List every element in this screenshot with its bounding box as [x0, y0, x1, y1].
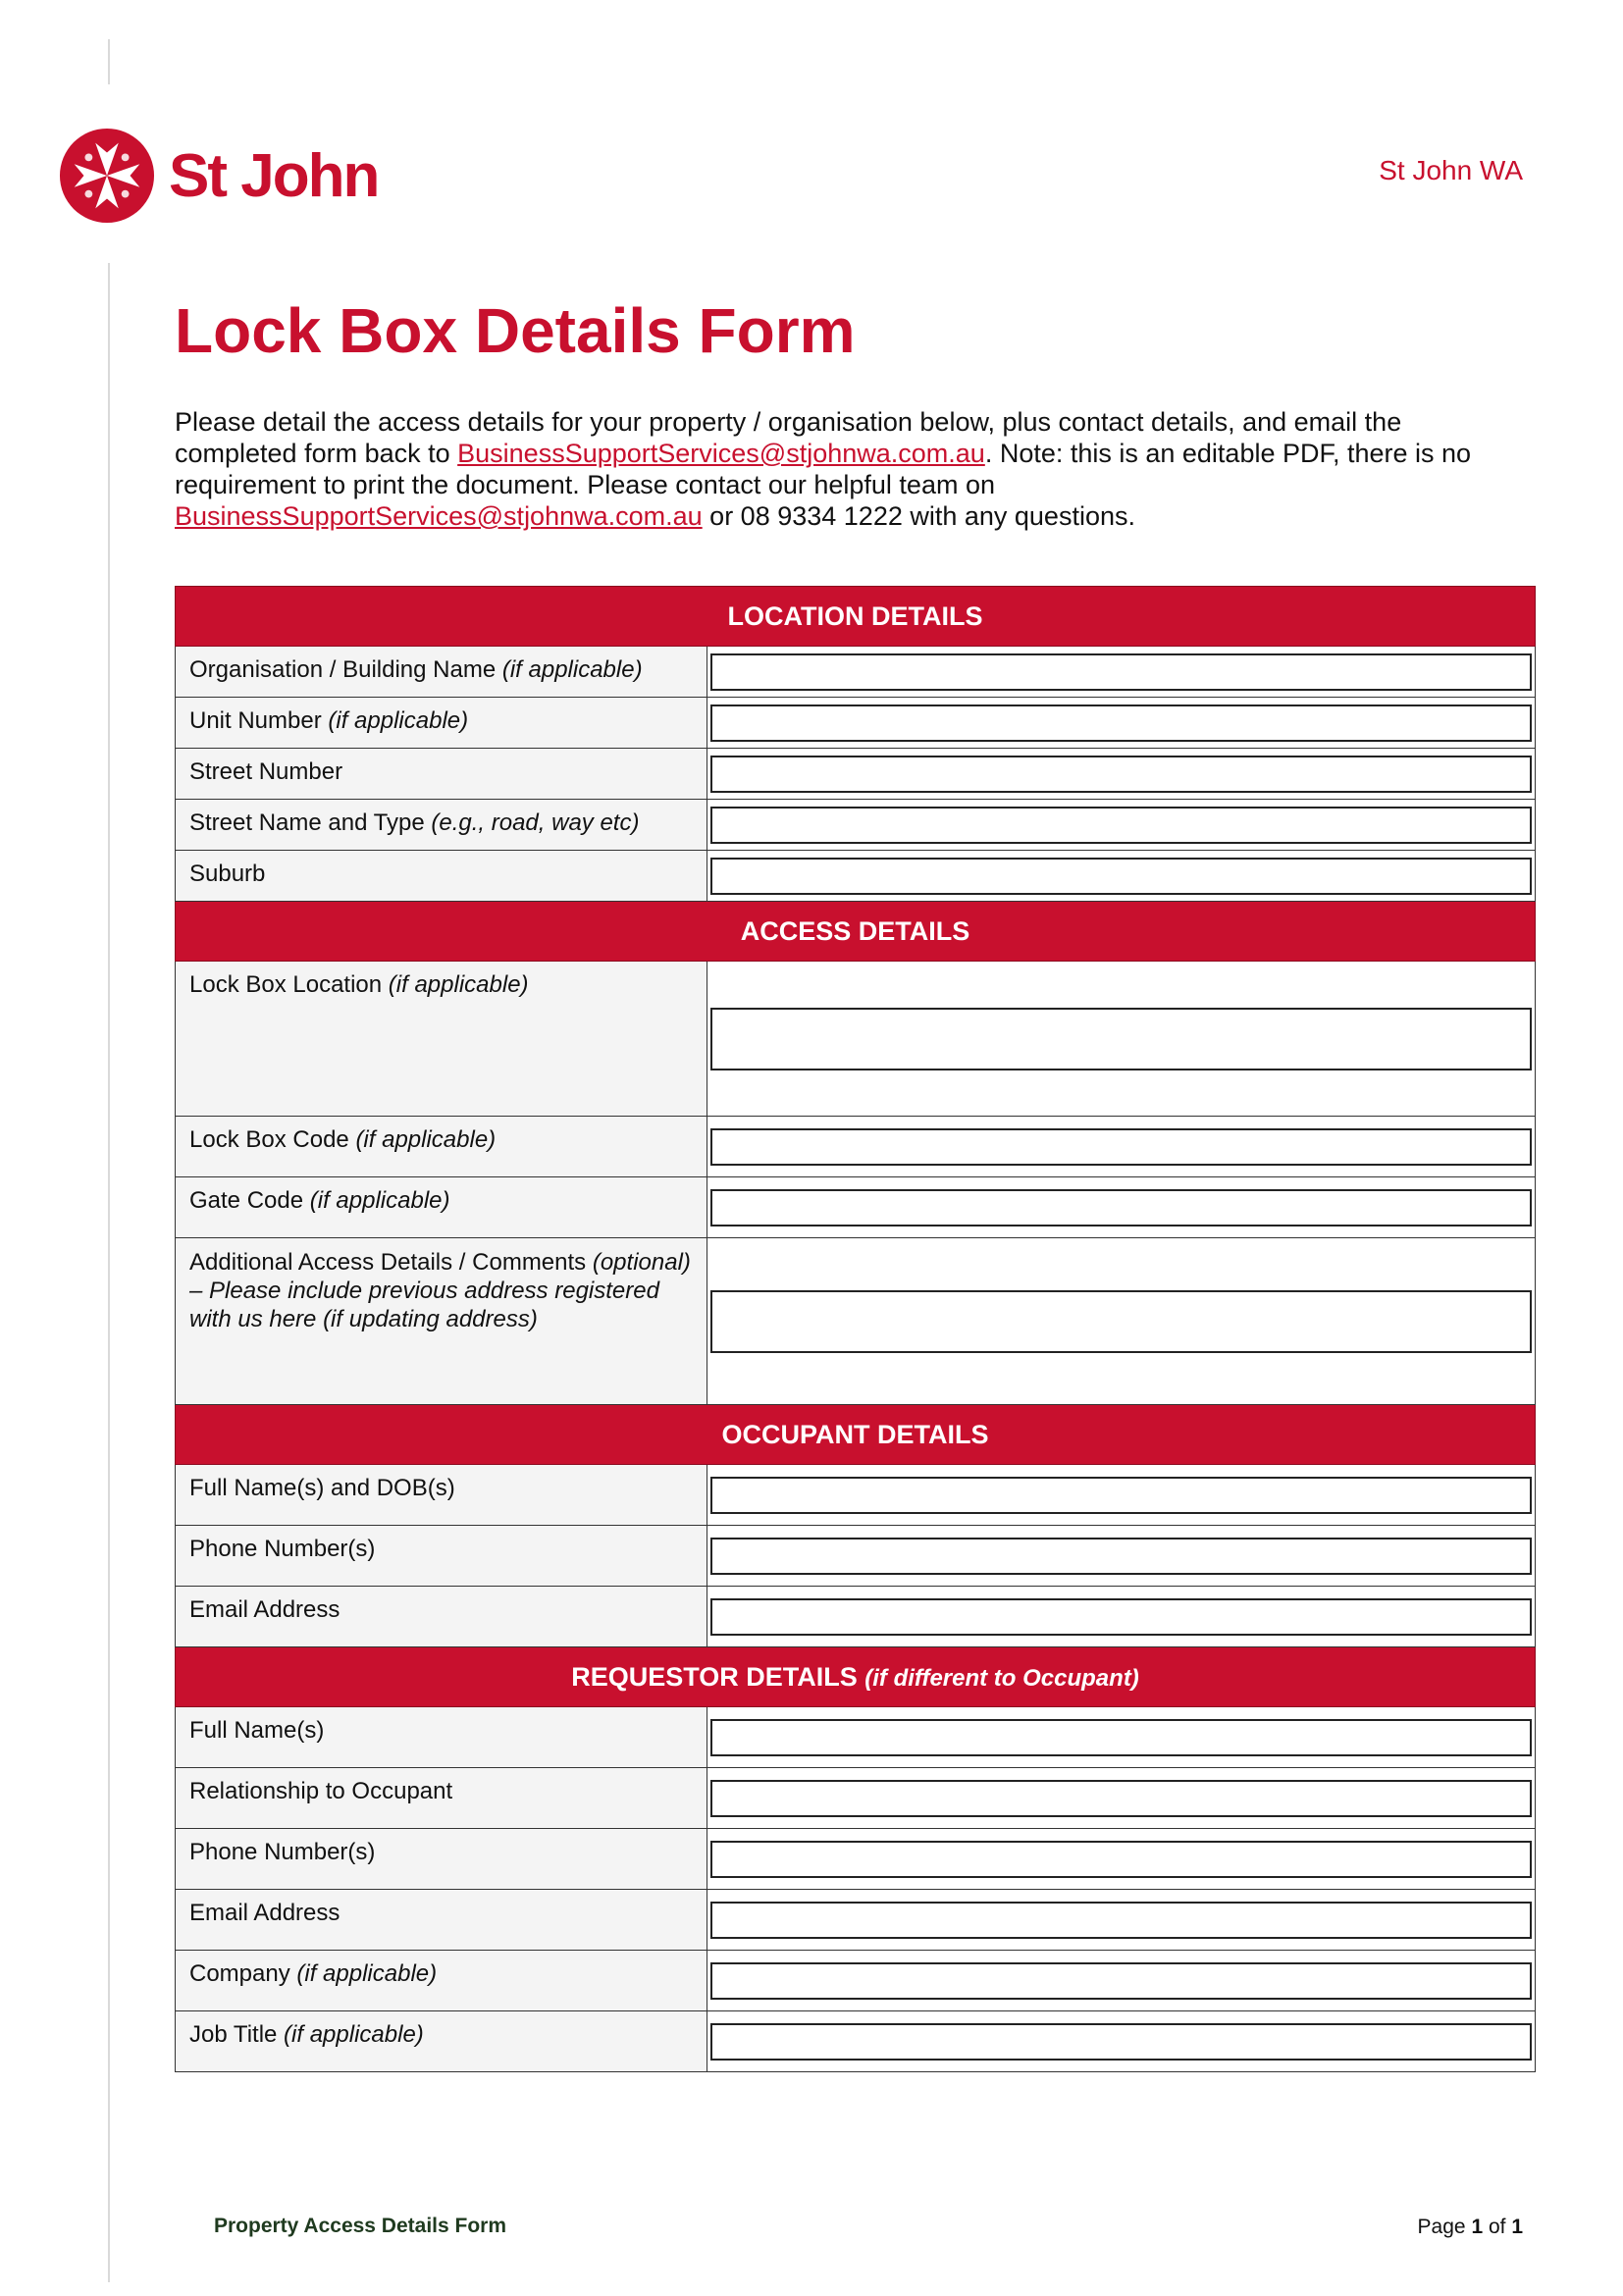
- section-title-requestor-note: (if different to Occupant): [864, 1664, 1139, 1692]
- street-name-input[interactable]: [710, 807, 1532, 844]
- form-row: [176, 647, 1536, 698]
- form-row: [176, 962, 1536, 1117]
- street-number-input[interactable]: [710, 756, 1532, 793]
- occupant-phone-input[interactable]: [710, 1538, 1532, 1575]
- field-label: Lock Box Location (if applicable): [176, 962, 707, 1117]
- occupant-email-input[interactable]: [710, 1598, 1532, 1636]
- form-row: [176, 1117, 1536, 1177]
- gate-code-input[interactable]: [710, 1189, 1532, 1226]
- field-label: Full Name(s): [176, 1707, 707, 1768]
- lock-box-code-input[interactable]: [710, 1128, 1532, 1166]
- section-title-location: LOCATION DETAILS: [176, 587, 1536, 647]
- section-header-access: [176, 902, 1536, 962]
- organisation-building-name-input[interactable]: [710, 653, 1532, 691]
- page-title: Lock Box Details Form: [175, 295, 856, 366]
- field-label: Suburb: [176, 851, 707, 902]
- unit-number-input[interactable]: [710, 704, 1532, 742]
- field-label: Street Number: [176, 749, 707, 800]
- requestor-full-name-input[interactable]: [710, 1719, 1532, 1756]
- requestor-phone-input[interactable]: [710, 1841, 1532, 1878]
- job-title-input[interactable]: [710, 2023, 1532, 2061]
- footer-doc-name: Property Access Details Form: [214, 2215, 507, 2237]
- intro-paragraph: [175, 406, 1509, 532]
- form-row: [176, 1238, 1536, 1405]
- section-title-requestor: REQUESTOR DETAILS: [571, 1661, 858, 1692]
- field-label: Additional Access Details / Comments (optional) – Please include previous address registered with us here (if updating address): [176, 1238, 707, 1405]
- form-row: [176, 698, 1536, 749]
- form-row: [176, 1177, 1536, 1238]
- form-row: [176, 2011, 1536, 2072]
- field-label: Email Address: [176, 1587, 707, 1647]
- section-header-occupant: [176, 1405, 1536, 1465]
- relationship-input[interactable]: [710, 1780, 1532, 1817]
- footer-page-number: Page 1 of 1: [1417, 2216, 1523, 2238]
- requestor-email-input[interactable]: [710, 1902, 1532, 1939]
- lock-box-location-input[interactable]: [710, 1008, 1532, 1070]
- field-label: Lock Box Code (if applicable): [176, 1117, 707, 1177]
- form-row: [176, 1951, 1536, 2011]
- section-header-location: [176, 587, 1536, 647]
- additional-access-details-input[interactable]: [710, 1290, 1532, 1353]
- occupant-full-name-input[interactable]: [710, 1477, 1532, 1514]
- field-label: Street Name and Type (e.g., road, way etc): [176, 800, 707, 851]
- form-row: [176, 1526, 1536, 1587]
- intro-text-1: Please detail the access details for your property / organisation below, plus contact details, and email the completed form back to: [175, 407, 1402, 468]
- email-link-1[interactable]: BusinessSupportServices@stjohnwa.com.au: [457, 439, 985, 468]
- field-label: Phone Number(s): [176, 1829, 707, 1890]
- form-row: [176, 1768, 1536, 1829]
- suburb-input[interactable]: [710, 858, 1532, 895]
- field-label: Gate Code (if applicable): [176, 1177, 707, 1238]
- st-john-logo: [59, 128, 378, 224]
- email-link-2[interactable]: BusinessSupportServices@stjohnwa.com.au: [175, 501, 703, 531]
- field-label: Email Address: [176, 1890, 707, 1951]
- form-row: [176, 800, 1536, 851]
- form-row: [176, 1587, 1536, 1647]
- company-input[interactable]: [710, 1962, 1532, 2000]
- section-header-requestor: [176, 1647, 1536, 1707]
- margin-line-top: [108, 39, 110, 84]
- form-row: [176, 749, 1536, 800]
- section-title-access: ACCESS DETAILS: [176, 902, 1536, 962]
- field-label: Phone Number(s): [176, 1526, 707, 1587]
- form-row: [176, 1465, 1536, 1526]
- field-label: Company (if applicable): [176, 1951, 707, 2011]
- lock-box-form-table: [175, 586, 1536, 2072]
- field-label: Unit Number (if applicable): [176, 698, 707, 749]
- maltese-cross-icon: [59, 128, 155, 224]
- field-label: Relationship to Occupant: [176, 1768, 707, 1829]
- field-label: Organisation / Building Name (if applicable): [176, 647, 707, 698]
- margin-line: [108, 263, 110, 2282]
- logo-text: St John: [169, 141, 379, 210]
- form-row: [176, 1829, 1536, 1890]
- form-row: [176, 1707, 1536, 1768]
- form-row: [176, 851, 1536, 902]
- field-label: Job Title (if applicable): [176, 2011, 707, 2072]
- intro-text-2: . Note: this is an editable PDF, there is no requirement to print the document. Please contact our helpful team on: [175, 439, 1472, 499]
- intro-text-3: or 08 9334 1222 with any questions.: [702, 501, 1135, 531]
- org-name: St John WA: [1379, 155, 1523, 185]
- field-label: Full Name(s) and DOB(s): [176, 1465, 707, 1526]
- form-row: [176, 1890, 1536, 1951]
- section-title-occupant: OCCUPANT DETAILS: [176, 1405, 1536, 1465]
